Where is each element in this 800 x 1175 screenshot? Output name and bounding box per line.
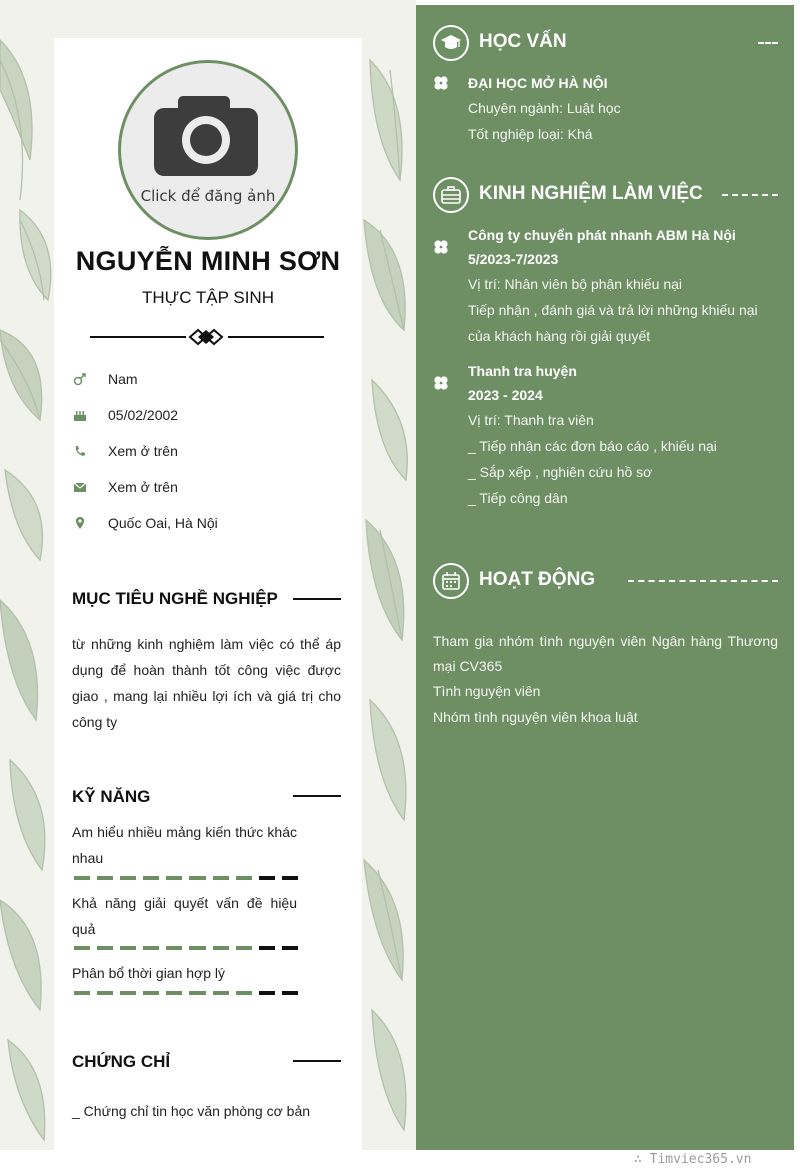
activities-title: HOẠT ĐỘNG (479, 569, 596, 590)
skill-level-segment (189, 991, 205, 995)
skill-level-bar (74, 876, 298, 880)
skill-level-segment (282, 991, 298, 995)
objective-title: MỤC TIÊU NGHỀ NGHIỆP (72, 589, 278, 608)
certificates-title-line (293, 1060, 341, 1062)
skill-level-segment (97, 991, 113, 995)
skill-level-segment (166, 876, 182, 880)
skill-level-segment (282, 876, 298, 880)
avatar-caption: Click để đăng ảnh (140, 187, 276, 205)
gender-icon (72, 371, 88, 387)
birthday-value: 05/02/2002 (108, 407, 179, 423)
objective-title-line (293, 598, 341, 600)
camera-icon (118, 60, 298, 240)
skill-label: Am hiểu nhiều mảng kiến thức khác nhau (72, 824, 297, 866)
skill-level-segment (259, 991, 275, 995)
skill-level-segment (236, 946, 252, 950)
skills-title: KỸ NĂNG (72, 787, 151, 806)
clover-icon (433, 239, 449, 255)
briefcase-icon (433, 177, 469, 213)
school-name: ĐẠI HỌC MỞ HÀ NỘI (468, 75, 608, 91)
site-watermark: ∴ Timviec365.vn (634, 1152, 752, 1167)
address-value: Quốc Oai, Hà Nội (108, 515, 218, 531)
education-title: HỌC VẤN (479, 31, 567, 52)
skill-level-segment (236, 876, 252, 880)
skills-title-line (293, 795, 341, 797)
skill-level-segment (143, 991, 159, 995)
job-position: Vị trí: Thanh tra viên (468, 412, 594, 428)
certificate-text: _ Chứng chỉ tin học văn phòng cơ bản (72, 1103, 311, 1119)
activities-title-dash (628, 580, 778, 582)
activity-text: Tham gia nhóm tình nguyện viên Ngân hàng Thương mại CV365 (433, 633, 778, 674)
envelope-icon (72, 479, 88, 495)
skill-level-segment (143, 876, 159, 880)
skill-level-bar (74, 946, 298, 950)
skill-label: Khả năng giải quyết vấn đề hiệu quả (72, 895, 297, 937)
job-period: 2023 - 2024 (468, 387, 543, 403)
job-detail-line: _ Tiếp nhận các đơn báo cáo , khiếu nại (468, 438, 717, 454)
skill-level-segment (259, 946, 275, 950)
activity-text: Nhóm tình nguyện viên khoa luật (433, 709, 638, 725)
calendar-icon (433, 563, 469, 599)
skill-label: Phân bổ thời gian hợp lý (72, 965, 226, 981)
map-pin-icon (72, 515, 88, 531)
job-details: Tiếp nhận , đánh giá và trả lời những khiếu nại của khách hàng rồi giải quyết (468, 302, 758, 344)
clover-icon (433, 75, 449, 91)
phone-value: Xem ở trên (108, 443, 178, 459)
skill-level-segment (120, 946, 136, 950)
skill-level-segment (213, 991, 229, 995)
job-detail-line: _ Sắp xếp , nghiên cứu hồ sơ (468, 464, 653, 480)
job-title: THỰC TẬP SINH (142, 288, 274, 307)
skill-level-segment (166, 946, 182, 950)
skill-level-segment (213, 876, 229, 880)
job-detail-line: _ Tiếp công dân (468, 490, 568, 506)
right-column (416, 5, 794, 1150)
skill-level-segment (236, 991, 252, 995)
email-value: Xem ở trên (108, 479, 178, 495)
skill-level-segment (143, 946, 159, 950)
skill-level-segment (259, 876, 275, 880)
info-email (72, 477, 178, 497)
job-company: Thanh tra huyện (468, 363, 577, 379)
skill-level-segment (166, 991, 182, 995)
skill-level-segment (74, 991, 90, 995)
graduation-cap-icon (433, 25, 469, 61)
phone-icon (72, 443, 88, 459)
skill-level-segment (97, 876, 113, 880)
job-period: 5/2023-7/2023 (468, 251, 559, 267)
gender-value: Nam (108, 371, 138, 387)
experience-title-dash (722, 194, 778, 196)
skill-level-segment (97, 946, 113, 950)
certificates-title: CHỨNG CHỈ (72, 1052, 171, 1071)
avatar-upload[interactable] (118, 60, 298, 240)
skill-level-segment (120, 876, 136, 880)
birthday-cake-icon (72, 407, 88, 423)
skill-level-segment (120, 991, 136, 995)
clover-icon (433, 375, 449, 391)
skill-level-segment (213, 946, 229, 950)
candidate-name: NGUYỄN MINH SƠN (75, 246, 341, 276)
job-position: Vị trí: Nhân viên bộ phận khiếu nại (468, 276, 683, 292)
info-birthday (72, 405, 179, 425)
activity-text: Tình nguyện viên (433, 683, 541, 699)
skill-level-segment (74, 876, 90, 880)
objective-text: từ những kinh nghiệm làm việc có thể áp dụng để hoàn thành tốt công việc được giao , mang lại nhiều lợi ích và giá trị cho công ty (72, 636, 341, 730)
info-address (72, 513, 218, 533)
skill-level-bar (74, 991, 298, 995)
education-grade: Tốt nghiệp loại: Khá (468, 126, 593, 142)
info-phone (72, 441, 178, 461)
education-title-dash (758, 42, 778, 44)
skill-level-segment (282, 946, 298, 950)
job-company: Công ty chuyển phát nhanh ABM Hà Nội (468, 227, 736, 243)
name-divider (90, 328, 324, 346)
education-major: Chuyên ngành: Luật học (468, 100, 621, 116)
experience-title: KINH NGHIỆM LÀM VIỆC (479, 183, 703, 204)
skill-level-segment (74, 946, 90, 950)
info-gender (72, 369, 138, 389)
skill-level-segment (189, 946, 205, 950)
skill-level-segment (189, 876, 205, 880)
